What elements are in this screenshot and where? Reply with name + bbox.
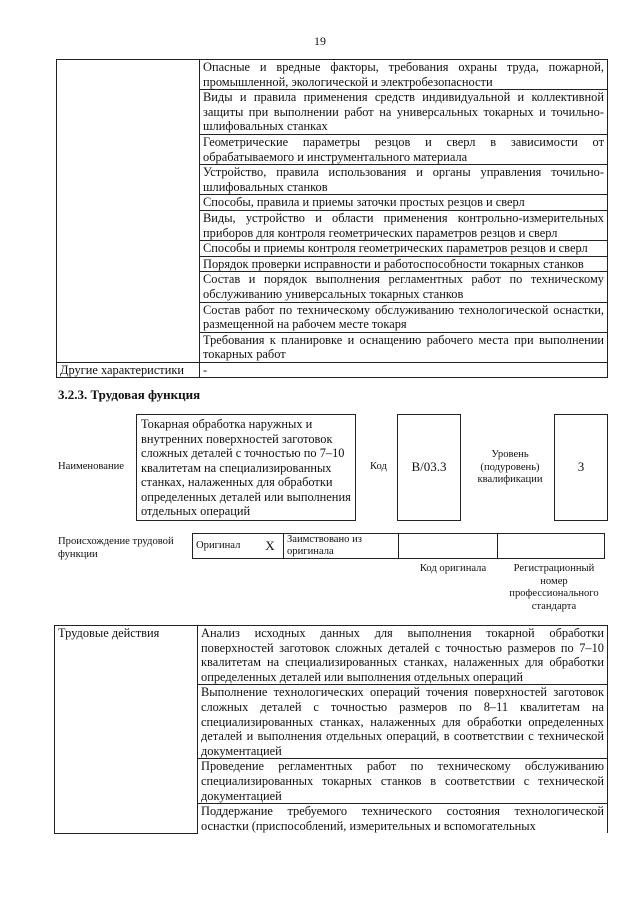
actions-label: Трудовые действия — [55, 626, 198, 834]
registration-number-caption: Регистрационный номер профессионального стандарта — [509, 563, 599, 612]
knowledge-table — [56, 59, 608, 378]
knowledge-row: Состав работ по техническому обслуживанию технологической оснастки, размещенной на рабочем месте токаря — [200, 302, 608, 332]
level-label: Уровень (подуровень) квалификации — [477, 449, 543, 485]
knowledge-row: Виды, устройство и области применения контрольно-измерительных приборов для контроля геометрических параметров резцов и сверл — [200, 210, 608, 240]
registration-number-cell — [498, 534, 605, 559]
code-label: Код — [370, 461, 387, 472]
action-row: Анализ исходных данных для выполнения токарной обработки поверхностей заготовок сложных деталей с точностью размеров по 7–10 квалитетам на специализированных станках, налаженных для обработки определенных деталей или выполнения отдельных операций — [198, 626, 608, 685]
knowledge-row: Опасные и вредные факторы, требования охраны труда, пожарной, промышленной, экологической и электробезопасности — [200, 60, 608, 90]
other-characteristics-label: Другие характеристики — [57, 362, 200, 378]
knowledge-row: Способы, правила и приемы заточки простых резцов и сверл — [200, 195, 608, 211]
actions-table — [54, 625, 608, 834]
code-value: В/03.3 — [397, 414, 461, 521]
origin-label: Происхождение трудовой функции — [58, 536, 174, 560]
original-mark: X — [257, 534, 284, 559]
code-original-caption: Код оригинала — [419, 563, 487, 574]
level-value: 3 — [554, 414, 608, 521]
action-row: Поддержание требуемого технического состояния технологической оснастки (приспособлений, измерительных и вспомогательных — [198, 804, 608, 834]
other-characteristics-value: - — [200, 362, 608, 378]
name-label: Наименование — [58, 461, 124, 472]
knowledge-row: Состав и порядок выполнения регламентных работ по техническому обслуживанию универсальных токарных станков — [200, 272, 608, 302]
knowledge-row: Способы и приемы контроля геометрических параметров резцов и сверл — [200, 241, 608, 257]
knowledge-row: Геометрические параметры резцов и сверл в зависимости от обрабатываемого и инструментального материала — [200, 134, 608, 164]
knowledge-row: Требования к планировке и оснащению рабочего места при выполнении токарных работ — [200, 332, 608, 362]
function-name: Токарная обработка наружных и внутренних поверхностей заготовок сложных деталей с точностью по 7–10 квалитетам на специализированных станках, налаженных для обработки определенных деталей или выполнения отдельных операций — [136, 414, 356, 521]
origin-table — [192, 533, 605, 559]
section-title: 3.2.3. Трудовая функция — [58, 387, 201, 402]
knowledge-row: Устройство, правила использования и органы управления точильно-шлифовальных станков — [200, 165, 608, 195]
knowledge-row: Порядок проверки исправности и работоспособности токарных станков — [200, 256, 608, 272]
original-label: Оригинал — [193, 534, 258, 559]
page-number: 19 — [314, 34, 326, 48]
original-code-cell — [399, 534, 498, 559]
borrowed-label: Заимствовано из оригинала — [284, 534, 399, 559]
action-row: Проведение регламентных работ по техническому обслуживанию специализированных токарных станков в соответствии с технической документацией — [198, 759, 608, 804]
knowledge-row: Виды и правила применения средств индивидуальной и коллективной защиты при выполнении работ на универсальных токарных и точильно-шлифовальных станках — [200, 90, 608, 135]
action-row: Выполнение технологических операций точения поверхностей заготовок сложных деталей с точностью размеров по 8–11 квалитетам на специализированных станках, налаженных для обработки определенных деталей и выполнения отдельных операций, в соответствии с технической документацией — [198, 685, 608, 759]
